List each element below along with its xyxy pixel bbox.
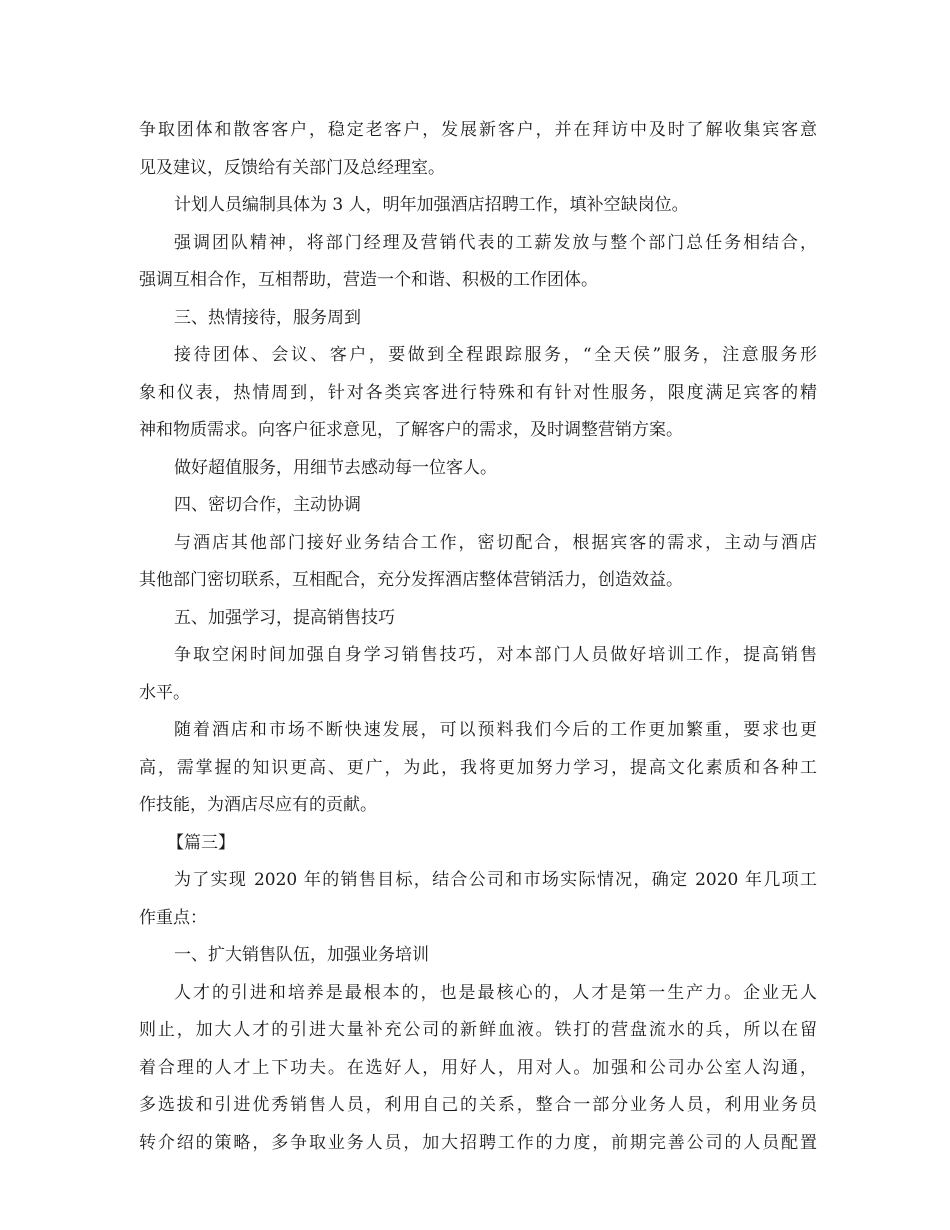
paragraph-line: 着合理的人才上下功夫。在选好人，用好人，用对人。加强和公司办公室人沟通， (139, 1057, 817, 1078)
paragraph-line: 其他部门密切联系，互相配合，充分发挥酒店整体营销活力，创造效益。 (139, 570, 683, 590)
paragraph-line: 随着酒店和市场不断快速发展，可以预料我们今后的工作更加繁重，要求也更 (174, 720, 817, 740)
paragraph-line: 高，需掌握的知识更高、更广，为此，我将更加努力学习，提高文化素质和各种工 (139, 757, 817, 778)
paragraph-line: 接待团体、会议、客户，要做到全程跟踪服务，“全天侯”服务，注意服务形 (174, 345, 817, 365)
section-heading: 四、密切合作，主动协调 (174, 495, 361, 515)
paragraph-line: 争取团体和散客客户，稳定老客户，发展新客户，并在拜访中及时了解收集宾客意 (139, 120, 817, 140)
paragraph-line: 象和仪表，热情周到，针对各类宾客进行特殊和有针对性服务，限度满足宾客的精 (139, 382, 817, 403)
paragraph-line: 强调团队精神，将部门经理及营销代表的工薪发放与整个部门总任务相结合， (174, 232, 817, 253)
section-heading: 一、扩大销售队伍，加强业务培训 (174, 945, 429, 965)
paragraph-line: 转介绍的策略，多争取业务人员，加大招聘工作的力度，前期完善公司的人员配置 (139, 1132, 817, 1153)
paragraph-line: 见及建议，反馈给有关部门及总经理室。 (139, 157, 445, 178)
chapter-marker: 【篇三】 (167, 832, 235, 853)
paragraph-line: 计划人员编制具体为 3 人，明年加强酒店招聘工作，填补空缺岗位。 (174, 195, 689, 215)
section-heading: 五、加强学习，提高销售技巧 (174, 607, 395, 628)
paragraph-line: 水平。 (139, 682, 190, 703)
paragraph-line: 神和物质需求。向客户征求意见，了解客户的需求，及时调整营销方案。 (139, 420, 683, 440)
paragraph-line: 争取空闲时间加强自身学习销售技巧，对本部门人员做好培训工作，提高销售 (174, 645, 817, 665)
paragraph-line: 多选拔和引进优秀销售人员，利用自己的关系，整合一部分业务人员，利用业务员 (139, 1095, 817, 1115)
paragraph-line: 作重点： (139, 907, 207, 928)
paragraph-line: 作技能，为酒店尽应有的贡献。 (139, 795, 377, 815)
paragraph-line: 为了实现 2020 年的销售目标，结合公司和市场实际情况，确定 2020 年几项工 (174, 870, 817, 890)
section-heading: 三、热情接待，服务周到 (174, 307, 361, 328)
paragraph-line: 人才的引进和培养是最根本的，也是最核心的，人才是第一生产力。企业无人 (174, 982, 817, 1003)
document-body (139, 112, 817, 1162)
paragraph-line: 与酒店其他部门接好业务结合工作，密切配合，根据宾客的需求，主动与酒店 (174, 532, 817, 553)
paragraph-line: 做好超值服务，用细节去感动每一位客人。 (174, 457, 497, 478)
paragraph-line: 强调互相合作，互相帮助，营造一个和谐、积极的工作团体。 (139, 270, 598, 290)
paragraph-line: 则止，加大人才的引进大量补充公司的新鲜血液。铁打的营盘流水的兵，所以在留 (139, 1020, 817, 1040)
